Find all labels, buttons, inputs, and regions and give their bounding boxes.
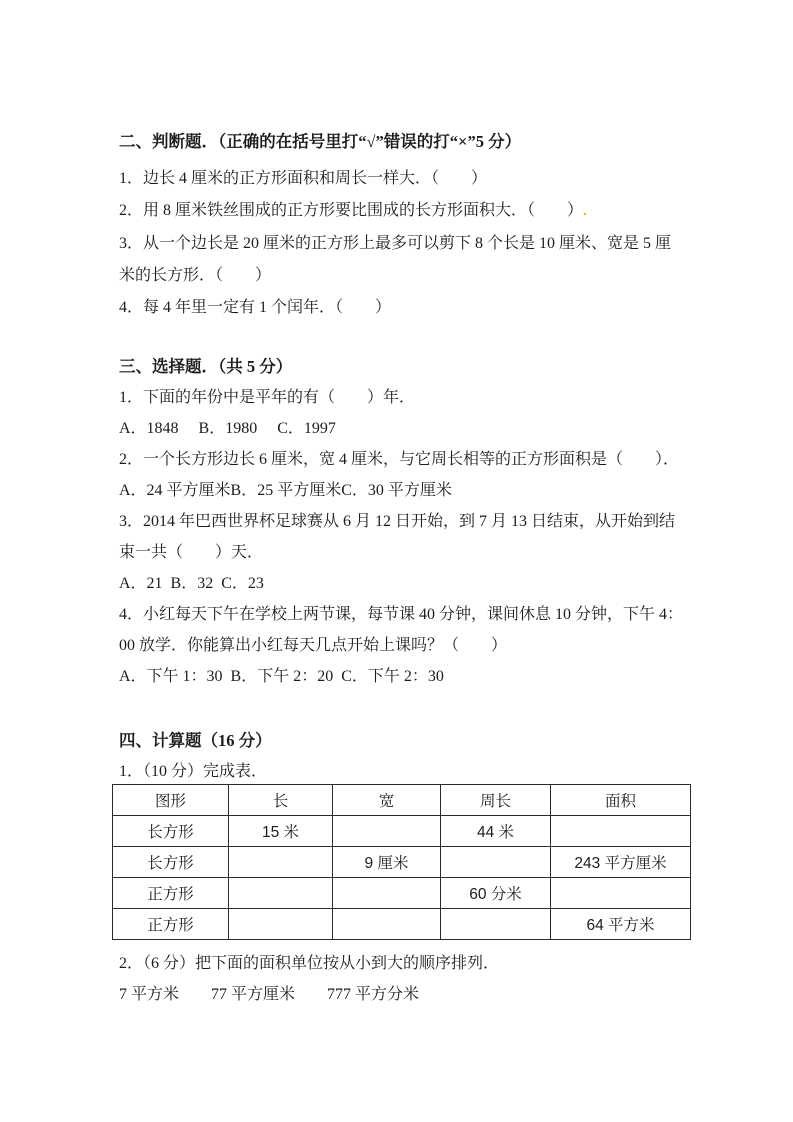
section-calc <box>119 725 685 1010</box>
table-row <box>113 909 691 940</box>
table-cell <box>229 878 333 909</box>
table-cell: 64 平方米 <box>551 909 691 940</box>
table-row <box>113 878 691 909</box>
completion-table <box>112 784 691 940</box>
table-header-cell: 面积 <box>551 785 691 816</box>
stray-mark: . <box>583 204 587 219</box>
table-header-cell: 长 <box>229 785 333 816</box>
table-cell: 正方形 <box>113 878 229 909</box>
table-header-cell: 图形 <box>113 785 229 816</box>
table-header-row <box>113 785 691 816</box>
calc-question-1-intro: 1．（10 分）完成表． <box>119 763 268 780</box>
table-cell <box>333 816 441 847</box>
table-cell <box>441 847 551 878</box>
table-cell <box>551 878 691 909</box>
table-header-cell: 周长 <box>441 785 551 816</box>
judge-question-3-line2: 米的长方形．（ ） <box>119 267 272 284</box>
section-calc-heading: 四、计算题（16 分） <box>119 731 272 750</box>
judge-question-3-line1: 3．从一个边长是 20 厘米的正方形上最多可以剪下 8 个长是 10 厘米、宽是 5 厘 <box>119 235 672 252</box>
judge-question-4: 4．每 4 年里一定有 1 个闰年．（ ） <box>119 299 392 316</box>
table-cell: 9 厘米 <box>333 847 441 878</box>
choice-question-3-line2: 束一共（ ）天． <box>119 544 264 561</box>
table-cell <box>333 909 441 940</box>
choice-question-1-options: A．1848 B．1980 C．1997 <box>119 420 336 437</box>
section-choice <box>119 351 685 692</box>
choice-question-4-line2: 00 放学．你能算出小红每天几点开始上课吗？（ ） <box>119 637 508 654</box>
choice-question-2-options: A．24 平方厘米B．25 平方厘米C．30 平方厘米 <box>119 482 452 499</box>
table-cell: 44 米 <box>441 816 551 847</box>
table-cell: 243 平方厘米 <box>551 847 691 878</box>
choice-question-3-line1: 3．2014 年巴西世界杯足球赛从 6 月 12 日开始，到 7 月 13 日结束，从开始到结 <box>119 513 676 530</box>
calc-question-2-intro: 2．（6 分）把下面的面积单位按从小到大的顺序排列． <box>119 955 500 972</box>
section-judge <box>119 126 685 324</box>
table-cell <box>551 816 691 847</box>
choice-question-4-line1: 4．小红每天下午在学校上两节课，每节课 40 分钟，课间休息 10 分钟，下午 4： <box>119 606 684 623</box>
choice-question-2: 2．一个长方形边长 6 厘米，宽 4 厘米，与它周长相等的正方形面积是（ ）． <box>119 451 680 468</box>
table-cell <box>229 847 333 878</box>
table-cell <box>333 878 441 909</box>
table-row <box>113 847 691 878</box>
judge-question-2 <box>119 195 685 228</box>
table-cell: 15 米 <box>229 816 333 847</box>
table-cell: 长方形 <box>113 847 229 878</box>
section-judge-heading: 二、判断题．（正确的在括号里打“√”错误的打“×”5 分） <box>119 132 522 151</box>
table-cell: 正方形 <box>113 909 229 940</box>
judge-question-1: 1．边长 4 厘米的正方形面积和周长一样大．（ ） <box>119 170 488 187</box>
table-header-cell: 宽 <box>333 785 441 816</box>
calc-question-2-items: 7 平方米 77 平方厘米 777 平方分米 <box>119 986 420 1003</box>
table-cell: 60 分米 <box>441 878 551 909</box>
table-cell <box>441 909 551 940</box>
table-cell <box>229 909 333 940</box>
judge-question-2-text: 2．用 8 厘米铁丝围成的正方形要比围成的长方形面积大．（ ） <box>119 202 584 219</box>
choice-question-3-options: A．21 B．32 C．23 <box>119 575 264 592</box>
table-cell: 长方形 <box>113 816 229 847</box>
choice-question-4-options: A．下午 1：30 B．下午 2：20 C．下午 2：30 <box>119 668 444 685</box>
table-row <box>113 816 691 847</box>
section-choice-heading: 三、选择题．（共 5 分） <box>119 357 293 376</box>
choice-question-1: 1．下面的年份中是平年的有（ ）年． <box>119 389 416 406</box>
